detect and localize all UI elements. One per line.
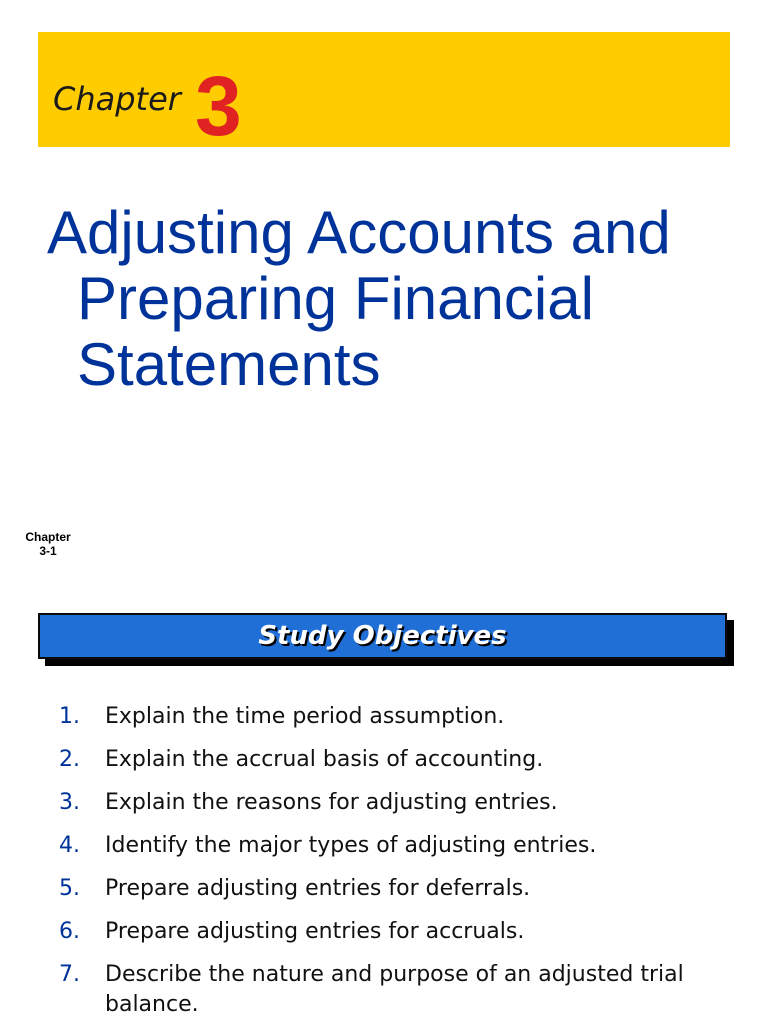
slide-label: [14, 530, 82, 558]
objective-number: 4.: [59, 833, 80, 858]
title-line-2: Preparing Financial: [77, 265, 594, 332]
slide-label-chapter: Chapter: [25, 530, 71, 544]
objective-text: Explain the accrual basis of accounting.: [105, 747, 544, 772]
objective-item: [56, 917, 736, 947]
chapter-number: 3: [195, 59, 242, 153]
page-title: [47, 200, 747, 398]
objective-number: 3.: [59, 790, 80, 815]
chapter-banner: [38, 32, 730, 153]
objective-item: [56, 702, 736, 732]
objective-number: 2.: [59, 747, 80, 772]
objectives-list: [56, 702, 736, 1033]
objective-text: Prepare adjusting entries for deferrals.: [105, 876, 531, 901]
objective-text: Explain the reasons for adjusting entries.: [105, 790, 558, 815]
title-line-1: Adjusting Accounts and: [47, 199, 671, 266]
title-line-3: Statements: [77, 331, 381, 398]
slide-label-number: 3-1: [39, 544, 57, 558]
objective-item: [56, 788, 736, 818]
objective-item: [56, 874, 736, 904]
objective-number: 5.: [59, 876, 80, 901]
objective-text: Prepare adjusting entries for accruals.: [105, 919, 525, 944]
objective-item: [56, 831, 736, 861]
objective-text: Identify the major types of adjusting entries.: [105, 833, 597, 858]
objective-number: 7.: [59, 962, 80, 987]
objective-item: [56, 960, 736, 1020]
study-objectives-heading: Study Objectives: [258, 621, 507, 651]
chapter-word: Chapter: [53, 80, 181, 118]
study-objectives-bar: [38, 613, 727, 659]
objective-text: Explain the time period assumption.: [105, 704, 505, 729]
objective-text: Describe the nature and purpose of an adjusted trial balance.: [105, 962, 684, 1017]
objective-item: [56, 745, 736, 775]
objective-number: 1.: [59, 704, 80, 729]
objective-number: 6.: [59, 919, 80, 944]
